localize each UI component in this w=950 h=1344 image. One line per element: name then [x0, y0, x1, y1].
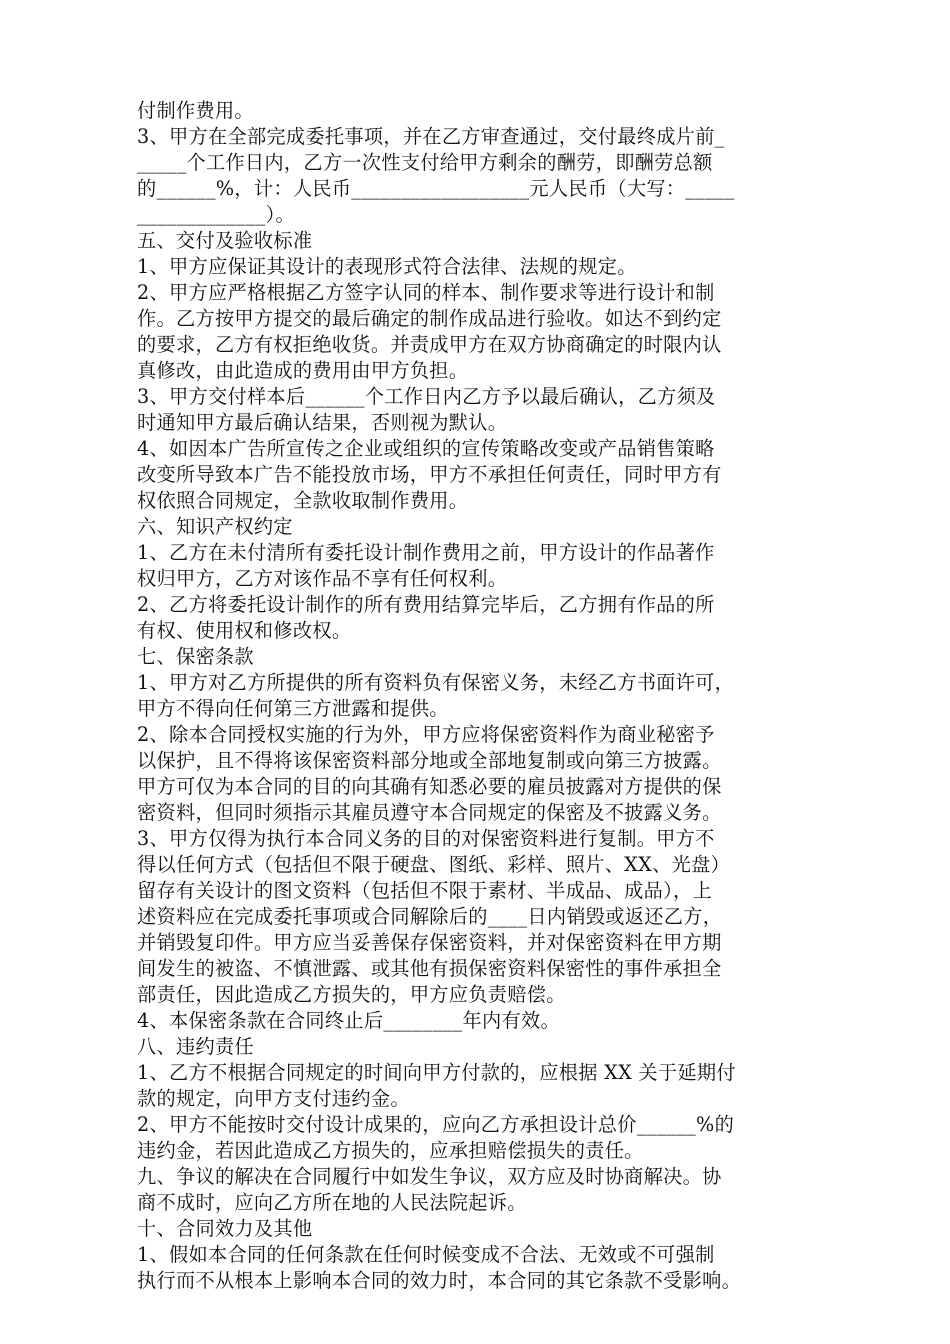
section-heading: 六、知识产权约定 — [137, 515, 293, 538]
paragraph-line: 2、甲方应严格根据乙方签字认同的样本、制作要求等进行设计和制 — [137, 281, 715, 304]
paragraph-line: 1、乙方在未付清所有委托设计制作费用之前，甲方设计的作品著作 — [137, 541, 715, 564]
paragraph-line: 以保护，且不得将该保密资料部分地或全部地复制或向第三方披露。 — [137, 749, 722, 772]
paragraph-line: 作。乙方按甲方提交的最后确定的制作成品进行验收。如达不到约定 — [137, 307, 722, 330]
paragraph-line: 款的规定，向甲方支付违约金。 — [137, 1087, 410, 1110]
paragraph-line: 间发生的被盗、不慎泄露、或其他有损保密资料保密性的事件承担全 — [137, 957, 722, 980]
paragraph-line: 密资料，但同时须指示其雇员遵守本合同规定的保密及不披露义务。 — [137, 801, 722, 824]
paragraph-line: 时通知甲方最后确认结果，否则视为默认。 — [137, 411, 508, 434]
paragraph-line: 4、如因本广告所宣传之企业或组织的宣传策略改变或产品销售策略 — [137, 437, 715, 460]
paragraph-line: 3、甲方仅得为执行本合同义务的目的对保密资料进行复制。甲方不 — [137, 827, 715, 850]
paragraph-line: 付制作费用。 — [137, 99, 254, 122]
paragraph-line: 商不成时，应向乙方所在地的人民法院起诉。 — [137, 1191, 527, 1214]
section-heading: 八、违约责任 — [137, 1035, 254, 1058]
paragraph-line: 得以任何方式（包括但不限于硬盘、图纸、彩样、照片、XX、光盘） — [137, 853, 731, 876]
paragraph-line: 1、甲方对乙方所提供的所有资料负有保密义务，未经乙方书面许可， — [137, 671, 735, 694]
paragraph-line: 改变所导致本广告不能投放市场，甲方不承担任何责任，同时甲方有 — [137, 463, 722, 486]
paragraph-line: 部责任，因此造成乙方损失的，甲方应负责赔偿。 — [137, 983, 566, 1006]
section-heading: 七、保密条款 — [137, 645, 254, 668]
paragraph-line: 甲方不得向任何第三方泄露和提供。 — [137, 697, 449, 720]
document-body — [137, 98, 821, 1294]
section-heading: 十、合同效力及其他 — [137, 1217, 313, 1240]
paragraph-line: 的______%，计：人民币__________________元人民币（大写：_____ — [137, 177, 735, 200]
section-heading: 五、交付及验收标准 — [137, 229, 313, 252]
paragraph-line: 九、争议的解决在合同履行中如发生争议，双方应及时协商解决。协 — [137, 1165, 722, 1188]
paragraph-line: 执行而不从根本上影响本合同的效力时，本合同的其它条款不受影响。 — [137, 1269, 742, 1292]
paragraph-line: 1、乙方不根据合同规定的时间向甲方付款的，应根据 XX 关于延期付 — [137, 1061, 736, 1084]
paragraph-line: 3、甲方交付样本后______个工作日内乙方予以最后确认，乙方须及 — [137, 385, 716, 408]
paragraph-line: 留存有关设计的图文资料（包括但不限于素材、半成品、成品），上 — [137, 879, 713, 902]
paragraph-line: 的要求，乙方有权拒绝收货。并责成甲方在双方协商确定的时限内认 — [137, 333, 722, 356]
paragraph-line: 1、甲方应保证其设计的表现形式符合法律、法规的规定。 — [137, 255, 637, 278]
paragraph-line: 甲方可仅为本合同的目的向其确有知悉必要的雇员披露对方提供的保 — [137, 775, 722, 798]
paragraph-line: 权归甲方，乙方对该作品不享有任何权利。 — [137, 567, 508, 590]
paragraph-line: _____________）。 — [137, 203, 295, 226]
paragraph-line: 权依照合同规定，全款收取制作费用。 — [137, 489, 469, 512]
paragraph-line: 2、乙方将委托设计制作的所有费用结算完毕后，乙方拥有作品的所 — [137, 593, 715, 616]
paragraph-line: 1、假如本合同的任何条款在任何时候变成不合法、无效或不可强制 — [137, 1243, 715, 1266]
paragraph-line: 4、本保密条款在合同终止后________年内有效。 — [137, 1009, 560, 1032]
paragraph-line: 2、甲方不能按时交付设计成果的，应向乙方承担设计总价______%的 — [137, 1113, 735, 1136]
paragraph-line: _____个工作日内，乙方一次性支付给甲方剩余的酬劳，即酬劳总额 — [137, 151, 713, 174]
paragraph-line: 并销毁复印件。甲方应当妥善保存保密资料，并对保密资料在甲方期 — [137, 931, 722, 954]
paragraph-line: 述资料应在完成委托事项或合同解除后的____日内销毁或返还乙方， — [137, 905, 723, 928]
paragraph-line: 有权、使用权和修改权。 — [137, 619, 352, 642]
paragraph-line: 3、甲方在全部完成委托事项，并在乙方审查通过，交付最终成片前_ — [137, 125, 725, 148]
paragraph-line: 违约金，若因此造成乙方损失的，应承担赔偿损失的责任。 — [137, 1139, 644, 1162]
paragraph-line: 2、除本合同授权实施的行为外，甲方应将保密资料作为商业秘密予 — [137, 723, 715, 746]
paragraph-line: 真修改，由此造成的费用由甲方负担。 — [137, 359, 469, 382]
